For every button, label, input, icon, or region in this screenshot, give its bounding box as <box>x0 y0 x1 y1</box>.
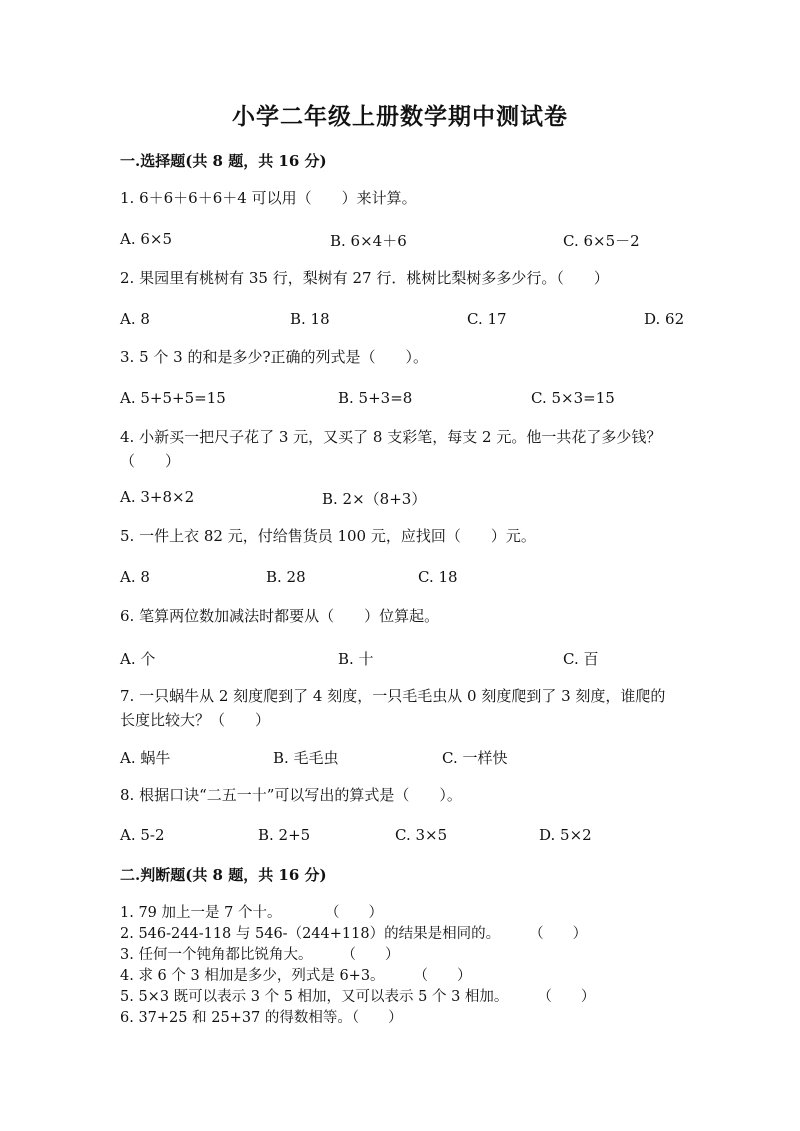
q2-option-d: D. 62 <box>644 310 685 328</box>
q8-option-c: C. 3×5 <box>395 826 448 844</box>
question-4: 4. 小新买一把尺子花了 3 元，又买了 8 支彩笔，每支 2 元。他一共花了多少钱？（ ） <box>120 428 662 470</box>
q6-option-b: B. 十 <box>338 650 374 668</box>
q4-option-a: A. 3+8×2 <box>120 488 195 506</box>
q5-option-c: C. 18 <box>418 568 458 586</box>
q3-option-b: B. 5+3=8 <box>338 389 413 407</box>
question-5: 5. 一件上衣 82 元，付给售货员 100 元，应找回（ ）元。 <box>120 527 536 545</box>
judge-item-5: 5. 5×3 既可以表示 3 个 5 相加，又可以表示 5 个 3 相加。 （ ） <box>120 989 596 1005</box>
q8-option-b: B. 2+5 <box>258 826 311 844</box>
q6-option-a: A. 个 <box>120 650 156 668</box>
q2-option-a: A. 8 <box>120 310 150 328</box>
question-1: 1. 6＋6＋6＋6＋4 可以用（ ）来计算。 <box>120 189 417 207</box>
q4-option-b: B. 2×（8+3） <box>322 490 427 508</box>
q3-option-a: A. 5+5+5=15 <box>120 389 226 407</box>
section-heading-judge: 二.判断题(共 8 题，共 16 分) <box>120 866 327 884</box>
q5-option-a: A. 8 <box>120 568 150 586</box>
q5-option-b: B. 28 <box>266 568 306 586</box>
q1-option-c: C. 6×5－2 <box>563 232 640 250</box>
question-6: 6. 笔算两位数加减法时都要从（ ）位算起。 <box>120 607 440 625</box>
q7-option-c: C. 一样快 <box>442 749 508 767</box>
question-8: 8. 根据口诀“二五一十”可以写出的算式是（ ）。 <box>120 786 462 804</box>
judge-item-3: 3. 任何一个钝角都比锐角大。 （ ） <box>120 947 400 963</box>
question-2: 2. 果园里有桃树有 35 行，梨树有 27 行．桃树比梨树多多少行。（ ） <box>120 269 609 287</box>
question-3: 3. 5 个 3 的和是多少?正确的列式是（ ）。 <box>120 348 429 366</box>
judge-item-4: 4. 求 6 个 3 相加是多少，列式是 6+3。 （ ） <box>120 968 472 984</box>
q7-option-a: A. 蜗牛 <box>120 749 171 767</box>
q1-option-a: A. 6×5 <box>120 230 173 248</box>
section-heading-choice: 一.选择题(共 8 题，共 16 分) <box>120 152 327 170</box>
judge-item-2: 2. 546-244-118 与 546-（244+118）的结果是相同的。 （ ） <box>120 926 588 942</box>
q3-option-c: C. 5×3=15 <box>531 389 615 407</box>
q6-option-c: C. 百 <box>563 650 599 668</box>
q2-option-c: C. 17 <box>467 310 507 328</box>
q8-option-d: D. 5×2 <box>539 826 592 844</box>
q1-option-b: B. 6×4＋6 <box>330 232 407 250</box>
judge-item-6: 6. 37+25 和 25+37 的得数相等。（ ） <box>120 1010 403 1026</box>
page-title: 小学二年级上册数学期中测试卷 <box>232 103 568 130</box>
question-7: 7. 一只蜗牛从 2 刻度爬到了 4 刻度，一只毛毛虫从 0 刻度爬到了 3 刻度，谁爬的长度比较大？（ ） <box>120 687 666 729</box>
q8-option-a: A. 5-2 <box>120 826 165 844</box>
judge-item-1: 1. 79 加上一是 7 个十。 （ ） <box>120 905 383 921</box>
q7-option-b: B. 毛毛虫 <box>273 749 339 767</box>
judge-list <box>120 903 700 1029</box>
q2-option-b: B. 18 <box>290 310 330 328</box>
